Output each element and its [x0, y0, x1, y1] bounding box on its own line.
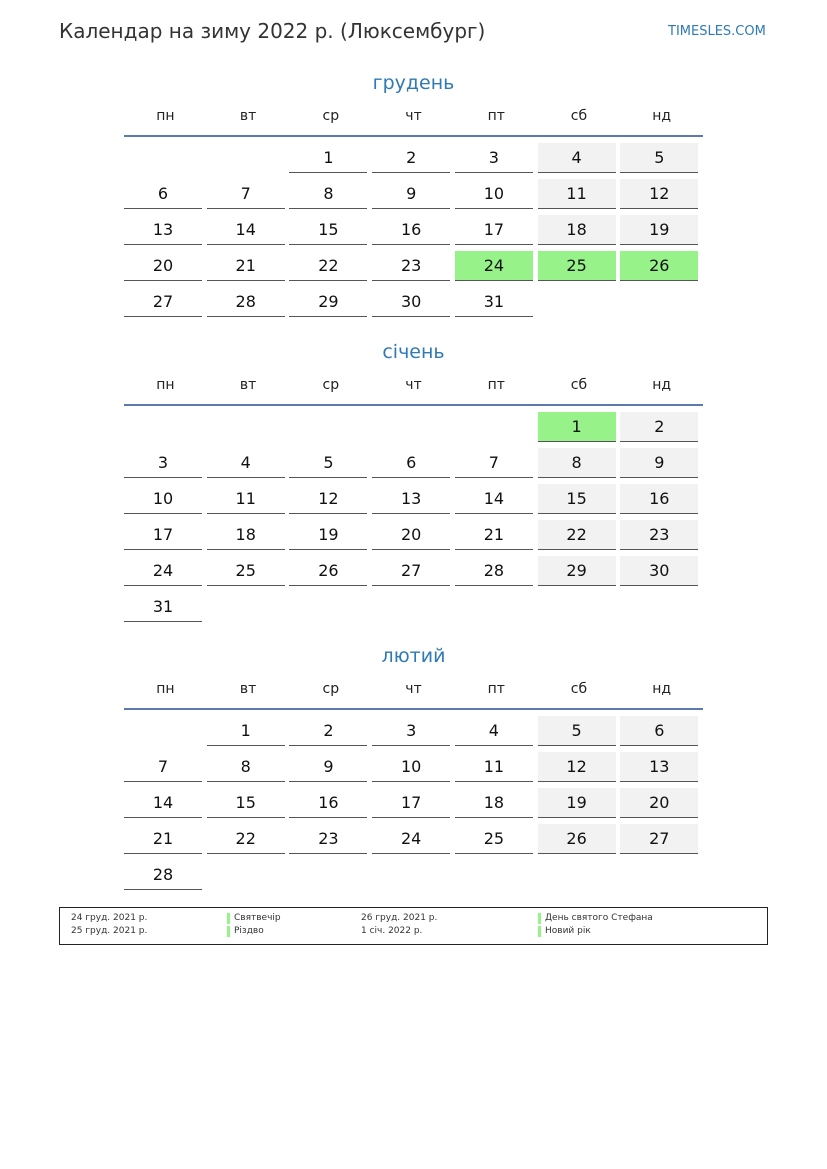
calendar-cell — [207, 786, 290, 822]
weekend-day-cell: 12 — [620, 179, 698, 209]
calendar-cell — [538, 285, 621, 321]
calendar-cell — [455, 285, 538, 321]
weekday-label: чт — [405, 681, 422, 697]
calendar-cell — [124, 285, 207, 321]
week-row — [124, 177, 703, 213]
day-cell: 7 — [455, 448, 533, 478]
calendar-cell — [620, 554, 703, 590]
weekday-label: нд — [652, 681, 672, 697]
legend-holiday-name: Різдво — [227, 926, 264, 937]
calendar-cell — [538, 786, 621, 822]
day-cell: 20 — [372, 520, 450, 550]
calendar-cell — [372, 786, 455, 822]
day-cell: 12 — [289, 484, 367, 514]
site-link[interactable]: TIMESLES.COM — [668, 24, 766, 39]
calendar-cell — [124, 446, 207, 482]
empty-day-cell — [620, 860, 698, 890]
day-cell: 3 — [372, 716, 450, 746]
weekend-day-cell: 30 — [620, 556, 698, 586]
day-cell: 6 — [372, 448, 450, 478]
day-cell: 18 — [207, 520, 285, 550]
calendar-cell — [620, 518, 703, 554]
legend-date: 25 груд. 2021 р. — [71, 926, 148, 936]
week-row — [124, 518, 703, 554]
weekend-day-cell: 19 — [620, 215, 698, 245]
day-cell: 11 — [207, 484, 285, 514]
week-row — [124, 410, 703, 446]
day-cell: 2 — [372, 143, 450, 173]
month-block — [124, 339, 703, 626]
day-cell: 17 — [455, 215, 533, 245]
day-cell: 8 — [289, 179, 367, 209]
day-cell: 4 — [455, 716, 533, 746]
day-cell: 17 — [124, 520, 202, 550]
calendar-cell — [455, 177, 538, 213]
weekend-day-cell: 27 — [620, 824, 698, 854]
day-cell: 28 — [455, 556, 533, 586]
day-cell: 20 — [124, 251, 202, 281]
calendar-cell — [372, 554, 455, 590]
calendar-cell — [289, 285, 372, 321]
day-cell: 3 — [124, 448, 202, 478]
calendar-cell — [538, 482, 621, 518]
day-cell: 13 — [124, 215, 202, 245]
legend-holiday-name: Святвечір — [227, 913, 281, 924]
week-row — [124, 590, 703, 626]
month-block — [124, 70, 703, 321]
calendar-cell — [289, 518, 372, 554]
week-row — [124, 482, 703, 518]
day-cell: 24 — [124, 556, 202, 586]
calendar-cell — [124, 590, 207, 626]
calendar-cell — [207, 482, 290, 518]
calendar-cell — [289, 249, 372, 285]
holiday-legend — [59, 907, 768, 945]
weekday-label: пн — [156, 108, 175, 124]
month-name: лютий — [381, 645, 446, 667]
week-row — [124, 249, 703, 285]
calendar-cell — [455, 410, 538, 446]
calendar-cell — [455, 786, 538, 822]
calendar-cell — [124, 213, 207, 249]
calendar-cell — [124, 482, 207, 518]
calendar-cell — [207, 213, 290, 249]
legend-date: 26 груд. 2021 р. — [361, 913, 438, 923]
day-cell: 11 — [455, 752, 533, 782]
weekday-label: нд — [652, 108, 672, 124]
empty-day-cell — [538, 860, 616, 890]
weekday-label: ср — [322, 681, 340, 697]
calendar-cell — [372, 822, 455, 858]
weekend-day-cell: 15 — [538, 484, 616, 514]
weekend-day-cell: 16 — [620, 484, 698, 514]
month-block — [124, 643, 703, 894]
day-cell: 14 — [124, 788, 202, 818]
legend-date: 24 груд. 2021 р. — [71, 913, 148, 923]
weekday-label: пн — [156, 681, 175, 697]
calendar-cell — [455, 249, 538, 285]
holiday-day-cell: 24 — [455, 251, 533, 281]
calendar-cell — [372, 177, 455, 213]
day-cell: 31 — [124, 592, 202, 622]
month-name: грудень — [372, 72, 455, 94]
day-cell: 7 — [207, 179, 285, 209]
weekend-day-cell: 19 — [538, 788, 616, 818]
calendar-cell — [455, 750, 538, 786]
calendar-cell — [455, 213, 538, 249]
empty-day-cell — [289, 412, 367, 442]
calendar-cell — [289, 554, 372, 590]
empty-day-cell — [207, 592, 285, 622]
week-row — [124, 822, 703, 858]
calendar-cell — [372, 213, 455, 249]
calendar-cell — [289, 141, 372, 177]
weekend-day-cell: 5 — [620, 143, 698, 173]
empty-day-cell — [620, 592, 698, 622]
calendar-cell — [124, 786, 207, 822]
weekend-day-cell: 13 — [620, 752, 698, 782]
calendar-cell — [124, 410, 207, 446]
calendar-cell — [620, 141, 703, 177]
calendar-cell — [207, 518, 290, 554]
empty-day-cell — [124, 716, 202, 746]
week-row — [124, 714, 703, 750]
calendar-cell — [372, 858, 455, 894]
empty-day-cell — [289, 860, 367, 890]
day-cell: 8 — [207, 752, 285, 782]
legend-date: 1 січ. 2022 р. — [361, 926, 423, 936]
weekday-label: пт — [487, 681, 505, 697]
calendar-cell — [620, 285, 703, 321]
calendar-cell — [455, 590, 538, 626]
day-cell: 27 — [124, 287, 202, 317]
day-cell: 15 — [289, 215, 367, 245]
weekday-label: вт — [239, 108, 257, 124]
calendar-cell — [620, 750, 703, 786]
month-name: січень — [382, 341, 445, 363]
day-cell: 10 — [124, 484, 202, 514]
weekday-label: пт — [487, 108, 505, 124]
empty-day-cell — [289, 592, 367, 622]
day-cell: 16 — [289, 788, 367, 818]
weekday-label: пт — [487, 377, 505, 393]
empty-day-cell — [372, 860, 450, 890]
calendar-cell — [207, 714, 290, 750]
calendar-cell — [289, 177, 372, 213]
weekend-day-cell: 23 — [620, 520, 698, 550]
day-cell: 22 — [289, 251, 367, 281]
day-cell: 18 — [455, 788, 533, 818]
holiday-day-cell: 25 — [538, 251, 616, 281]
calendar-cell — [455, 714, 538, 750]
calendar-cell — [289, 213, 372, 249]
calendar-cell — [207, 177, 290, 213]
calendar-cell — [124, 518, 207, 554]
empty-day-cell — [207, 143, 285, 173]
weekday-label: вт — [239, 681, 257, 697]
calendar-cell — [207, 249, 290, 285]
day-cell: 28 — [124, 860, 202, 890]
calendar-cell — [620, 177, 703, 213]
calendar-cell — [538, 590, 621, 626]
calendar-cell — [455, 554, 538, 590]
calendar-cell — [538, 446, 621, 482]
calendar-cell — [372, 285, 455, 321]
calendar-cell — [289, 590, 372, 626]
calendar-cell — [538, 714, 621, 750]
week-row — [124, 750, 703, 786]
weekday-label: ср — [322, 377, 340, 393]
day-cell: 14 — [455, 484, 533, 514]
calendar-cell — [372, 750, 455, 786]
day-cell: 21 — [455, 520, 533, 550]
weekend-day-cell: 20 — [620, 788, 698, 818]
calendar-cell — [289, 858, 372, 894]
empty-day-cell — [124, 412, 202, 442]
week-row — [124, 554, 703, 590]
calendar-cell — [538, 858, 621, 894]
calendar-cell — [620, 822, 703, 858]
week-row — [124, 858, 703, 894]
day-cell: 29 — [289, 287, 367, 317]
calendar-cell — [372, 410, 455, 446]
weekend-day-cell: 12 — [538, 752, 616, 782]
day-cell: 28 — [207, 287, 285, 317]
calendar-cell — [538, 249, 621, 285]
calendar-cell — [620, 714, 703, 750]
weekday-label: сб — [570, 377, 588, 393]
calendar-cell — [455, 822, 538, 858]
day-cell: 27 — [372, 556, 450, 586]
calendar-cell — [620, 213, 703, 249]
weekday-label: нд — [652, 377, 672, 393]
empty-day-cell — [207, 860, 285, 890]
day-cell: 21 — [207, 251, 285, 281]
calendar-cell — [372, 590, 455, 626]
calendar-cell — [124, 858, 207, 894]
day-cell: 19 — [289, 520, 367, 550]
calendar-cell — [620, 786, 703, 822]
day-cell: 5 — [289, 448, 367, 478]
empty-day-cell — [620, 287, 698, 317]
weekend-day-cell: 18 — [538, 215, 616, 245]
calendar-cell — [372, 518, 455, 554]
weekend-day-cell: 9 — [620, 448, 698, 478]
weekend-day-cell: 26 — [538, 824, 616, 854]
empty-day-cell — [538, 592, 616, 622]
day-cell: 1 — [289, 143, 367, 173]
day-cell: 24 — [372, 824, 450, 854]
calendar-cell — [538, 177, 621, 213]
empty-day-cell — [372, 412, 450, 442]
calendar-cell — [538, 141, 621, 177]
day-cell: 3 — [455, 143, 533, 173]
day-cell: 21 — [124, 824, 202, 854]
day-cell: 22 — [207, 824, 285, 854]
calendar-cell — [124, 554, 207, 590]
calendar-cell — [289, 482, 372, 518]
legend-holiday-name: День святого Стефана — [538, 913, 653, 924]
day-cell: 31 — [455, 287, 533, 317]
calendar-cell — [372, 249, 455, 285]
calendar-cell — [538, 822, 621, 858]
day-cell: 9 — [289, 752, 367, 782]
weekday-label: чт — [405, 108, 422, 124]
calendar-cell — [455, 858, 538, 894]
legend-row — [60, 913, 767, 926]
empty-day-cell — [538, 287, 616, 317]
day-cell: 23 — [372, 251, 450, 281]
holiday-day-cell: 1 — [538, 412, 616, 442]
empty-day-cell — [124, 143, 202, 173]
day-cell: 17 — [372, 788, 450, 818]
weekday-label: пн — [156, 377, 175, 393]
calendar-cell — [372, 141, 455, 177]
weekday-header — [124, 678, 703, 710]
weekend-day-cell: 2 — [620, 412, 698, 442]
day-cell: 30 — [372, 287, 450, 317]
calendar-cell — [207, 446, 290, 482]
calendar-cell — [124, 822, 207, 858]
weekend-day-cell: 22 — [538, 520, 616, 550]
calendar-cell — [289, 446, 372, 482]
weekday-label: ср — [322, 108, 340, 124]
weekend-day-cell: 8 — [538, 448, 616, 478]
empty-day-cell — [207, 412, 285, 442]
weekday-label: сб — [570, 108, 588, 124]
day-cell: 10 — [372, 752, 450, 782]
calendar-cell — [207, 750, 290, 786]
calendar-cell — [455, 141, 538, 177]
holiday-day-cell: 26 — [620, 251, 698, 281]
day-cell: 6 — [124, 179, 202, 209]
weekday-header — [124, 374, 703, 406]
empty-day-cell — [455, 592, 533, 622]
calendar-cell — [620, 482, 703, 518]
calendar-cell — [538, 554, 621, 590]
calendar-cell — [289, 714, 372, 750]
calendar-cell — [620, 249, 703, 285]
calendar-cell — [455, 482, 538, 518]
week-row — [124, 213, 703, 249]
calendar-cell — [124, 249, 207, 285]
weekend-day-cell: 5 — [538, 716, 616, 746]
day-cell: 7 — [124, 752, 202, 782]
calendar-cell — [289, 786, 372, 822]
day-cell: 10 — [455, 179, 533, 209]
calendar-cell — [207, 410, 290, 446]
day-cell: 25 — [455, 824, 533, 854]
calendar-cell — [289, 750, 372, 786]
weekend-day-cell: 6 — [620, 716, 698, 746]
calendar-cell — [207, 554, 290, 590]
week-row — [124, 786, 703, 822]
empty-day-cell — [455, 860, 533, 890]
legend-row — [60, 926, 767, 939]
day-cell: 23 — [289, 824, 367, 854]
calendar-cell — [124, 177, 207, 213]
weekday-label: чт — [405, 377, 422, 393]
week-row — [124, 285, 703, 321]
calendar-cell — [620, 858, 703, 894]
calendar-cell — [207, 858, 290, 894]
weekend-day-cell: 29 — [538, 556, 616, 586]
calendar-cell — [124, 750, 207, 786]
day-cell: 16 — [372, 215, 450, 245]
calendar-cell — [538, 410, 621, 446]
page-title: Календар на зиму 2022 р. (Люксембург) — [59, 19, 486, 43]
calendar-cell — [372, 714, 455, 750]
calendar-cell — [124, 714, 207, 750]
weekday-header — [124, 105, 703, 137]
calendar-cell — [207, 822, 290, 858]
day-cell: 1 — [207, 716, 285, 746]
calendar-cell — [620, 410, 703, 446]
day-cell: 26 — [289, 556, 367, 586]
day-cell: 15 — [207, 788, 285, 818]
day-cell: 4 — [207, 448, 285, 478]
calendar-cell — [455, 446, 538, 482]
empty-day-cell — [372, 592, 450, 622]
day-cell: 14 — [207, 215, 285, 245]
calendar-cell — [455, 518, 538, 554]
calendar-cell — [538, 750, 621, 786]
calendar-cell — [289, 822, 372, 858]
day-cell: 25 — [207, 556, 285, 586]
weekend-day-cell: 4 — [538, 143, 616, 173]
calendar-cell — [207, 590, 290, 626]
week-row — [124, 141, 703, 177]
weekday-label: сб — [570, 681, 588, 697]
calendar-cell — [207, 141, 290, 177]
day-cell: 2 — [289, 716, 367, 746]
weekday-label: вт — [239, 377, 257, 393]
day-cell: 9 — [372, 179, 450, 209]
weekend-day-cell: 11 — [538, 179, 616, 209]
calendar-cell — [538, 213, 621, 249]
calendar-cell — [124, 141, 207, 177]
calendar-cell — [620, 446, 703, 482]
calendar-cell — [372, 446, 455, 482]
calendar-cell — [620, 590, 703, 626]
calendar-cell — [538, 518, 621, 554]
empty-day-cell — [455, 412, 533, 442]
day-cell: 13 — [372, 484, 450, 514]
legend-holiday-name: Новий рік — [538, 926, 591, 937]
week-row — [124, 446, 703, 482]
calendar-cell — [372, 482, 455, 518]
calendar-cell — [207, 285, 290, 321]
calendar-cell — [289, 410, 372, 446]
